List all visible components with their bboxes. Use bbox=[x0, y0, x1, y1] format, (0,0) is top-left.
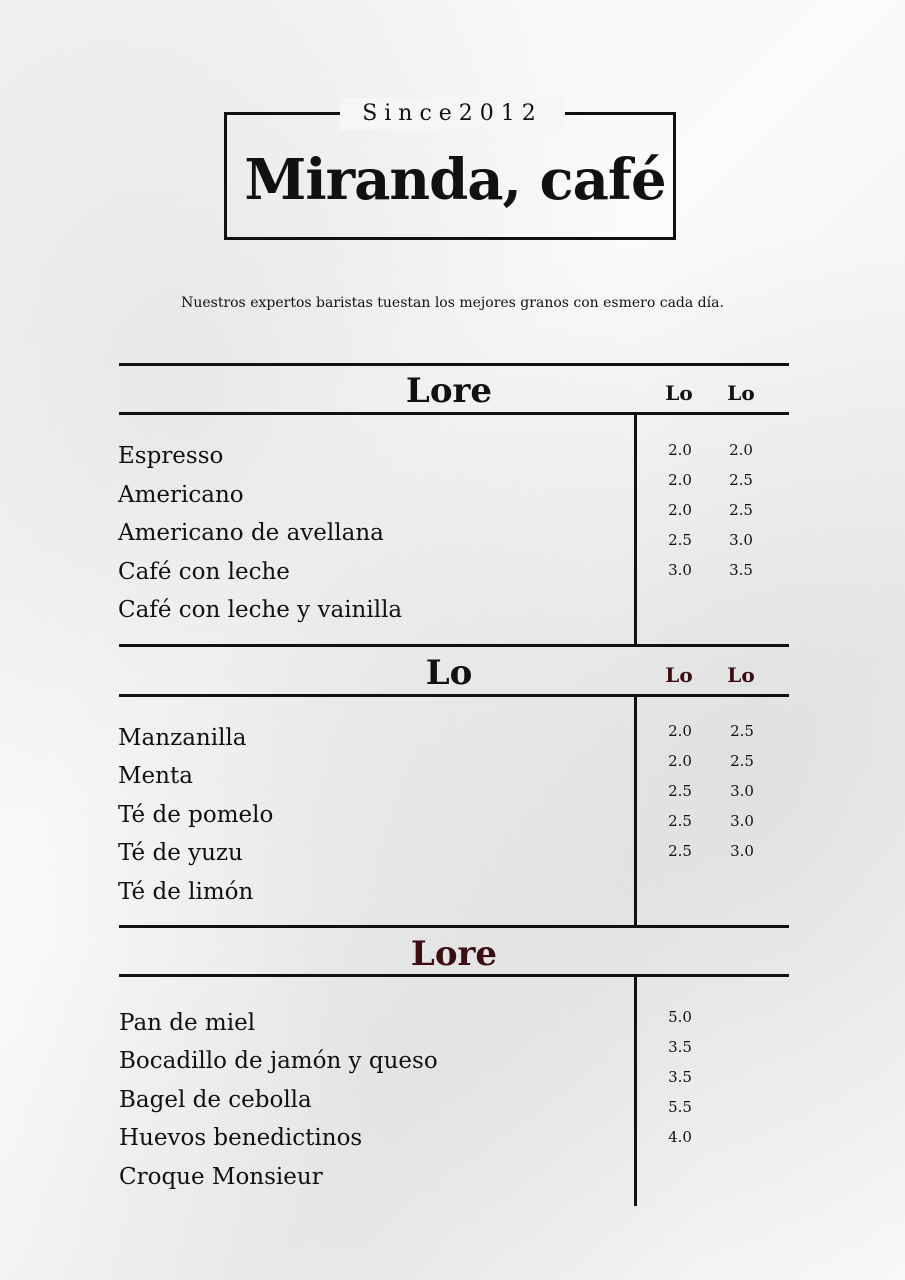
price-col2: 2.5 bbox=[730, 722, 754, 740]
menu-item: Café con leche y vainilla bbox=[118, 597, 403, 623]
price-col1: 5.5 bbox=[668, 1098, 692, 1116]
menu-item: Café con leche bbox=[118, 559, 290, 585]
section-2-col1-header: Lo bbox=[665, 663, 693, 687]
menu-item: Espresso bbox=[118, 443, 224, 469]
menu-item: Huevos benedictinos bbox=[119, 1125, 363, 1151]
menu-item: Bagel de cebolla bbox=[119, 1087, 312, 1113]
section-1-col2-header: Lo bbox=[727, 381, 755, 405]
menu-item: Pan de miel bbox=[119, 1010, 256, 1036]
menu-item: Americano de avellana bbox=[118, 520, 384, 546]
price-col1: 3.5 bbox=[668, 1068, 692, 1086]
price-col1: 2.0 bbox=[668, 441, 692, 459]
price-col1: 4.0 bbox=[668, 1128, 692, 1146]
section-1-title: Lore bbox=[405, 371, 493, 411]
section-3-title: Lore bbox=[410, 934, 498, 974]
section-2-top-rule bbox=[119, 644, 789, 647]
price-col1: 5.0 bbox=[668, 1008, 692, 1026]
subtitle: Nuestros expertos baristas tuestan los mejores granos con esmero cada día. bbox=[181, 295, 724, 311]
menu-item: Bocadillo de jamón y queso bbox=[119, 1048, 438, 1074]
price-col2: 3.0 bbox=[730, 812, 754, 830]
price-col1: 3.0 bbox=[668, 561, 692, 579]
section-2-title: Lo bbox=[425, 653, 473, 693]
menu-item: Croque Monsieur bbox=[119, 1164, 323, 1190]
section-2-col2-header: Lo bbox=[727, 663, 755, 687]
price-col2: 2.5 bbox=[729, 471, 753, 489]
price-col1: 2.5 bbox=[668, 531, 692, 549]
price-col2: 3.0 bbox=[730, 842, 754, 860]
price-col1: 2.0 bbox=[668, 501, 692, 519]
menu-item: Té de limón bbox=[118, 879, 254, 905]
price-col1: 3.5 bbox=[668, 1038, 692, 1056]
section-2-divider bbox=[634, 696, 637, 926]
section-1-header-rule bbox=[119, 412, 789, 415]
menu-item: Té de pomelo bbox=[118, 802, 274, 828]
price-col1: 2.5 bbox=[668, 842, 692, 860]
section-1-divider bbox=[634, 414, 637, 644]
section-1-col1-header: Lo bbox=[665, 381, 693, 405]
price-col1: 2.0 bbox=[668, 752, 692, 770]
price-col2: 2.5 bbox=[729, 501, 753, 519]
section-3-top-rule bbox=[119, 925, 789, 928]
page-title: Miranda, café bbox=[244, 147, 666, 213]
section-3-header-rule bbox=[119, 974, 789, 977]
price-col2: 3.0 bbox=[730, 782, 754, 800]
price-col2: 2.5 bbox=[730, 752, 754, 770]
price-col2: 3.0 bbox=[729, 531, 753, 549]
menu-item: Menta bbox=[118, 763, 193, 789]
price-col1: 2.0 bbox=[668, 722, 692, 740]
price-col2: 3.5 bbox=[729, 561, 753, 579]
since-label: Since2012 bbox=[340, 98, 565, 130]
price-col1: 2.5 bbox=[668, 782, 692, 800]
section-3-divider bbox=[634, 976, 637, 1206]
section-1-top-rule bbox=[119, 363, 789, 366]
price-col1: 2.5 bbox=[668, 812, 692, 830]
price-col1: 2.0 bbox=[668, 471, 692, 489]
price-col2: 2.0 bbox=[729, 441, 753, 459]
section-2-header-rule bbox=[119, 694, 789, 697]
menu-item: Manzanilla bbox=[118, 725, 247, 751]
menu-item: Americano bbox=[118, 482, 244, 508]
menu-item: Té de yuzu bbox=[118, 840, 243, 866]
